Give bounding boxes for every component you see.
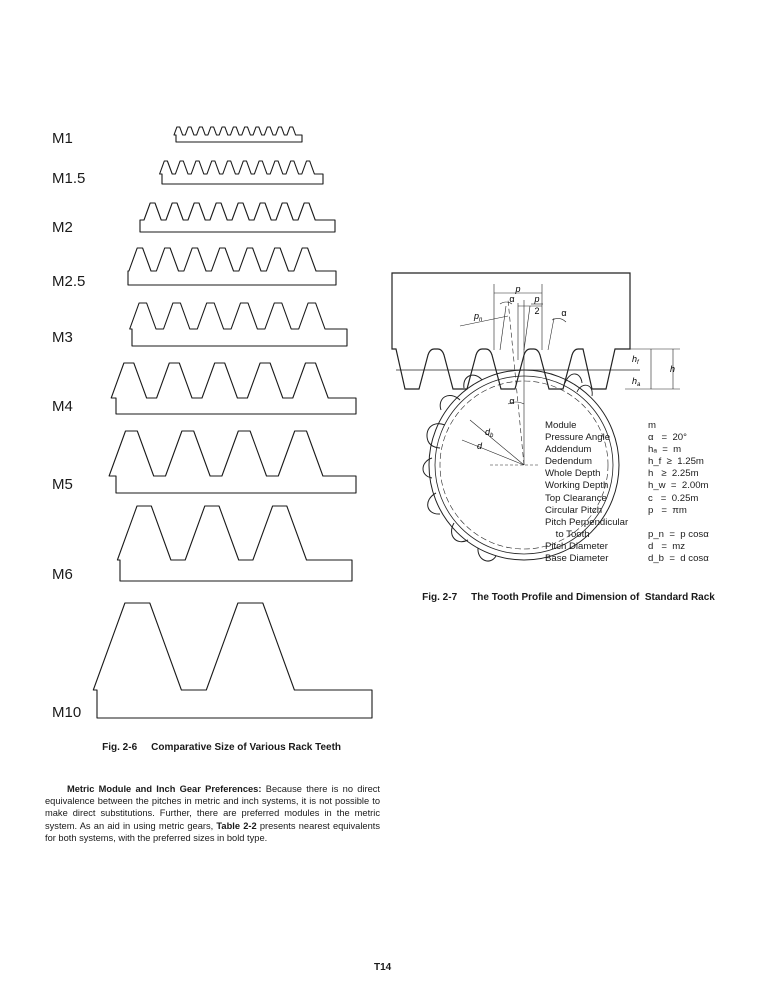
- rack-label-m1: M1: [52, 130, 73, 147]
- fig-2-6-caption: [91, 731, 341, 764]
- dimension-value: d_b = d cosα: [648, 553, 709, 565]
- rack-label-m1-5: M1.5: [52, 170, 86, 187]
- dimension-name: Base Diameter: [545, 553, 609, 565]
- label-alpha-top: α: [509, 294, 515, 304]
- body-heading: Metric Module and Inch Gear Preferences:: [67, 784, 262, 794]
- dimension-value: α = 20°: [648, 432, 687, 444]
- dimension-value: p_n = p cosα: [648, 528, 709, 540]
- dimension-value: p = πm: [648, 504, 687, 516]
- body-text-before: Because there is no direct equivalence between the pitches in metric and inch systems, it is not possible to make direct substitutions. Further, there are preferred modules in the metric system. As an aid in using metric gears,: [45, 784, 381, 831]
- dimension-name: Whole Depth: [545, 468, 601, 480]
- dimension-name: Top Clearance: [545, 492, 607, 504]
- dimension-name: Pressure Angle: [545, 432, 611, 444]
- fig-2-7-title: The Tooth Profile and Dimension of Standard Rack: [471, 592, 715, 603]
- rack-label-m4: M4: [52, 398, 73, 415]
- label-p-half-den: 2: [534, 306, 540, 316]
- fig-2-6-number: Fig. 2-6: [102, 742, 138, 753]
- label-alpha-lower: α: [509, 396, 515, 406]
- rack-label-m3: M3: [52, 329, 73, 346]
- rack-label-m10: M10: [52, 704, 82, 721]
- dimension-name: Working Depth: [545, 480, 609, 492]
- fig-2-7-caption: [411, 581, 715, 614]
- label-h: h: [670, 364, 676, 374]
- dimension-name: Dedendum: [545, 456, 592, 468]
- dimension-name: Circular Pitch: [545, 504, 603, 516]
- table-2-2-reference: Table 2-2: [216, 820, 257, 831]
- rack-profile-m10: [93, 603, 372, 718]
- dimension-value: d = mz: [648, 540, 686, 552]
- label-hf: $h_f$: [632, 354, 639, 366]
- rack-label-m6: M6: [52, 566, 73, 583]
- label-pn: $p_n$: [474, 311, 483, 323]
- label-p-half-num: p: [534, 294, 540, 304]
- rack-label-m2: M2: [52, 219, 73, 236]
- rack-label-m5: M5: [52, 476, 73, 493]
- label-p: p: [515, 284, 521, 294]
- label-db: $d_b$: [485, 427, 494, 439]
- dimension-name: Addendum: [545, 444, 592, 456]
- rack-label-m2-5: M2.5: [52, 273, 86, 290]
- dimension-value: m: [648, 420, 656, 431]
- dimension-name: Pitch Diameter: [545, 540, 608, 552]
- fig-2-6-title: Comparative Size of Various Rack Teeth: [151, 742, 342, 753]
- dimension-name: Pitch Perpendicular: [545, 516, 629, 528]
- dimension-value: c = 0.25m: [648, 492, 699, 504]
- fig-2-7-number: Fig. 2-7: [422, 592, 458, 603]
- dimension-value: h_f ≥ 1.25m: [648, 456, 704, 468]
- dimension-name: Module: [545, 420, 577, 431]
- dimension-value: hₐ = m: [648, 444, 682, 456]
- page-number: T14: [374, 962, 392, 973]
- body-paragraph: [45, 783, 380, 844]
- label-d: d: [477, 441, 483, 451]
- body-text-after: presents nearest equivalents for both systems, with the preferred sizes in bold type.: [45, 820, 380, 843]
- rack-profile: [392, 273, 630, 389]
- dimension-value: h_w = 2.00m: [648, 480, 709, 492]
- label-alpha-right: α: [561, 308, 567, 318]
- label-ha: $h_a$: [632, 376, 641, 388]
- dimension-value: h ≥ 2.25m: [648, 468, 699, 480]
- dimension-name: to Tooth: [545, 528, 590, 540]
